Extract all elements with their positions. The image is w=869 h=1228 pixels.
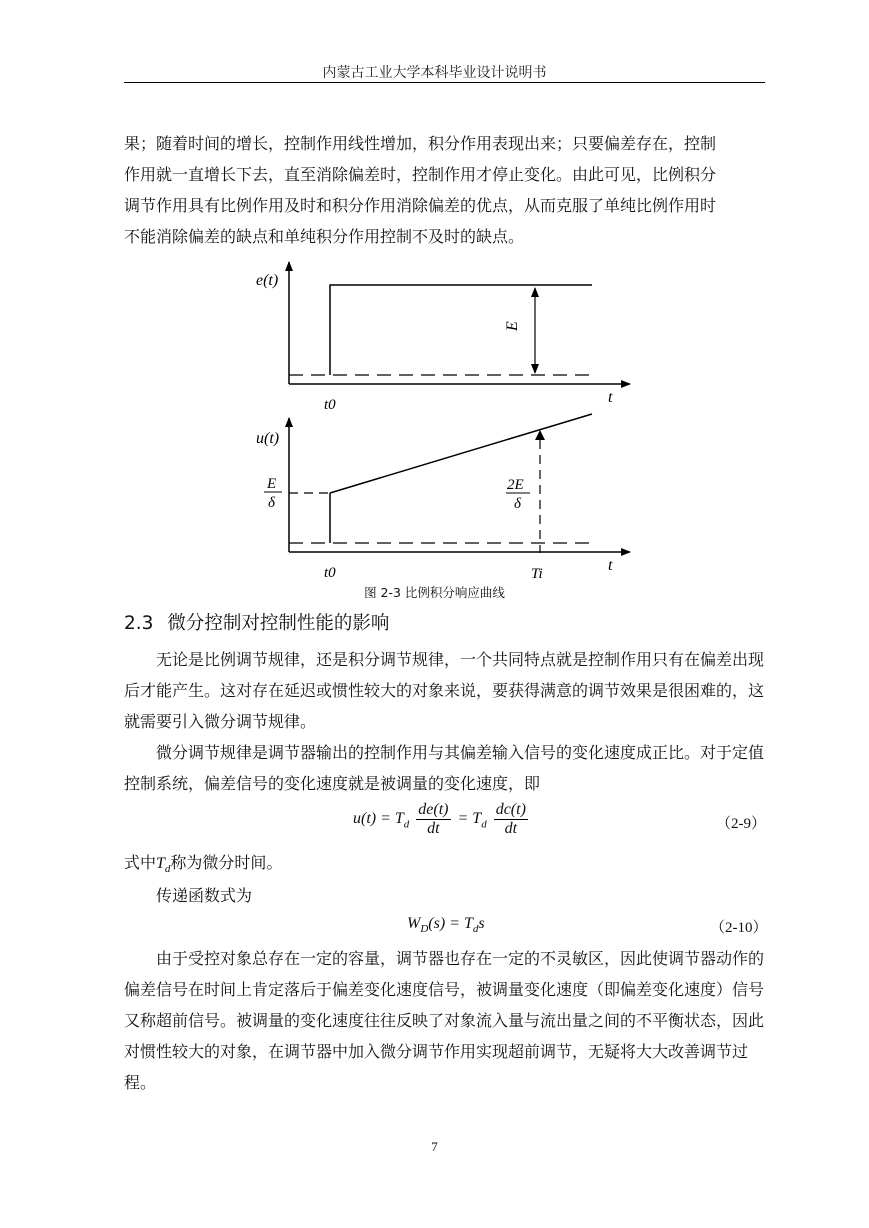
intro-line: 不能消除偏差的缺点和单纯积分作用控制不及时的缺点。	[124, 227, 525, 246]
bottom-chart	[256, 414, 630, 582]
bottom-y-label: u(t)	[256, 430, 280, 447]
header-rule	[124, 82, 765, 83]
eq9-frac1	[416, 801, 450, 838]
amplitude-label: E	[504, 321, 521, 331]
ti-label: Ti	[531, 566, 543, 582]
figure-caption: 图 2-3 比例积分响应曲线	[364, 585, 505, 600]
rise-label-num: 2E	[507, 477, 524, 493]
td-symbol-sub: d	[164, 863, 171, 876]
eq10-sub-d: d	[472, 923, 479, 936]
paragraph-1: 无论是比例调节规律，还是积分调节规律，一个共同特点就是控制作用只有在偏差出现后才能产生。这对存在延迟或惯性较大的对象来说，要获得满意的调节效果是很困难的，这就需要引入微分调节规律。	[124, 650, 765, 731]
section-heading	[124, 609, 389, 635]
intro-line: 作用就一直增长下去，直至消除偏差时，控制作用才停止变化。由此可见，比例积分	[124, 165, 717, 184]
td-note-suffix: 称为微分时间。	[170, 853, 283, 872]
eq9-frac2	[494, 801, 528, 838]
top-t0-label: t0	[324, 397, 336, 413]
equation-number-2-10: （2-10）	[710, 920, 768, 936]
integral-ramp	[330, 414, 592, 493]
section-number: 2.3	[124, 613, 154, 634]
top-y-label: e(t)	[256, 272, 279, 289]
bottom-t0-label: t0	[324, 565, 336, 581]
intro-paragraph	[124, 128, 766, 252]
intro-line: 果；随着时间的增长，控制作用线性增加，积分作用表现出来；只要偏差存在，控制	[124, 134, 717, 153]
equation-2-9: $u(t) = T_d$ $\frac{de(t)}{dt}$ = $T_d$ $\frac{dc(t)}{dt}$	[353, 801, 526, 837]
eq9-den1: dt	[427, 820, 440, 837]
rise-label-den: δ	[514, 496, 521, 512]
eq10-rhs: s	[478, 915, 485, 932]
section-title: 微分控制对控制性能的影响	[167, 613, 390, 634]
eq9-lhs: u(t) = T	[353, 810, 404, 828]
eq9-num1: de(t)	[418, 801, 449, 818]
page-number: 7	[431, 1139, 438, 1154]
equation-2-10	[407, 915, 485, 935]
equation-number-2-9: （2-9）	[716, 816, 766, 832]
intro-line: 调节作用具有比例作用及时和积分作用消除偏差的优点，从而克服了单纯比例作用时	[124, 196, 717, 215]
page-header: 内蒙古工业大学本科毕业设计说明书	[322, 65, 547, 81]
eq9-sub: d	[403, 818, 410, 831]
eq10-mid: (s) = T	[428, 915, 473, 932]
paragraph-2: 微分调节规律是调节器输出的控制作用与其偏差输入信号的变化速度成正比。对于定值控制系统，偏差信号的变化速度就是被调量的变化速度，即	[124, 743, 765, 793]
paragraph-3: 传递函数式为	[156, 886, 253, 905]
level-label-num: E	[267, 476, 277, 492]
top-x-label: t	[608, 389, 613, 406]
level-label-den: δ	[268, 495, 275, 511]
eq10-sub-D: D	[420, 923, 429, 936]
top-step-curve	[330, 285, 592, 375]
top-chart	[256, 262, 630, 413]
bottom-x-label: t	[608, 557, 613, 574]
pi-response-figure	[240, 255, 640, 585]
paragraph-4: 由于受控对象总存在一定的容量，调节器也存在一定的不灵敏区，因此使调节器动作的偏差信号在时间上肯定落后于偏差变化速度信号，被调量变化速度（即偏差变化速度）信号又称超前信号。被调量的变化速度往往反映了对象流入量与流出量之间的不平衡状态，因此对惯性较大的对象，在调节器中加入微分调节作用实现超前调节，无疑将大大改善调节过程。	[124, 949, 765, 1092]
eq9-sub2: d	[481, 818, 487, 831]
eq9-num2: dc(t)	[495, 801, 526, 818]
td-note-prefix: 式中	[124, 853, 157, 872]
eq9-equals: =	[457, 810, 469, 828]
eq9-den2: dt	[504, 820, 518, 837]
eq10-lhs: W	[407, 915, 421, 932]
td-note: 式中$T_d$称为微分时间。	[124, 853, 283, 876]
